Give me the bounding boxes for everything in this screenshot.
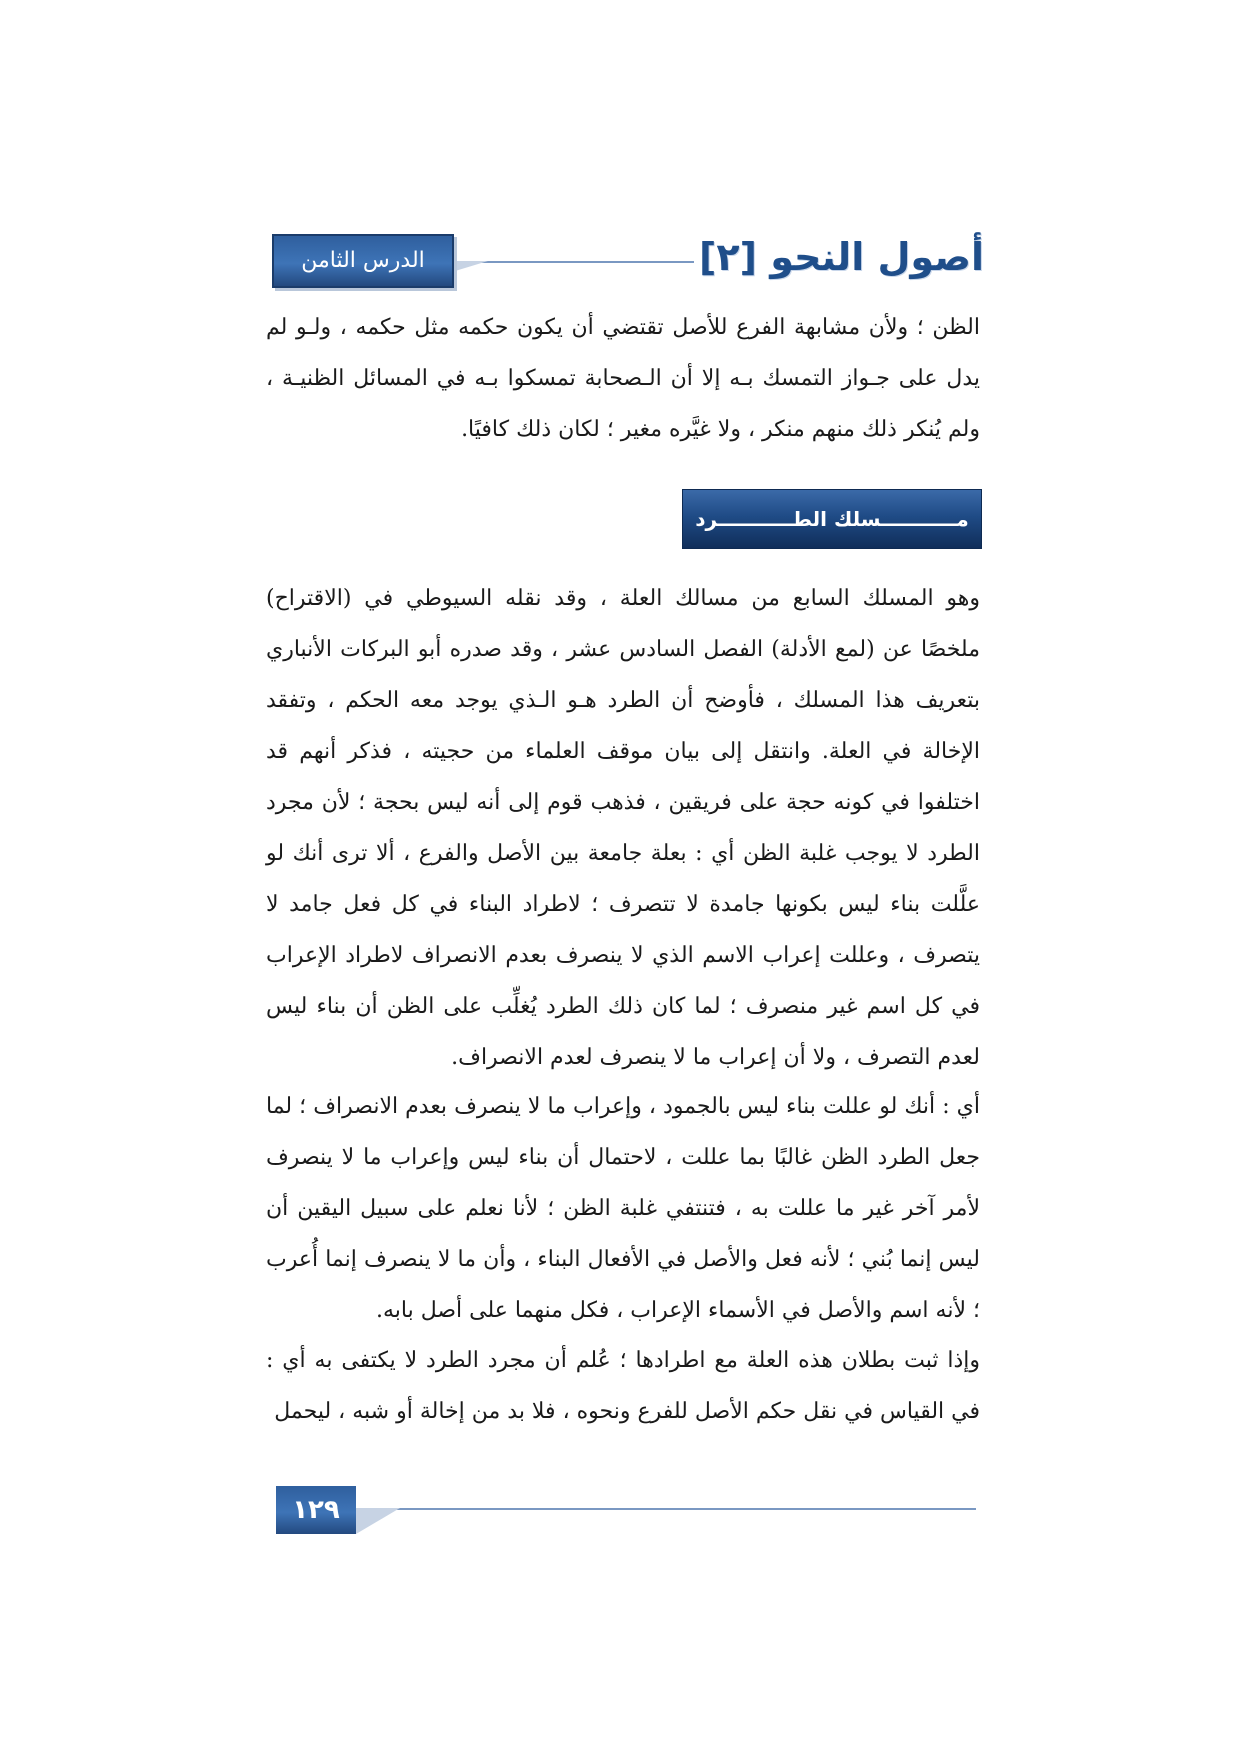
paragraph-1: الظن ؛ ولأن مشابهة الفرع للأصل تقتضي أن يكون حكمه مثل حكمه ، ولـو لم يدل على جـواز التمسك بـه إلا أن الـصحابة تمسكوا بـه في المسائل الظنيـة ، ولم يُنكر ذلك منهم منكر ، ولا غيَّره مغير ؛ لكان ذلك كافيًا. xyxy=(266,315,980,442)
paragraph-3: أي : أنك لو عللت بناء ليس بالجمود ، وإعراب ما لا ينصرف بعدم الانصراف ؛ لما جعل الطرد الظن غالبًا بما عللت ، لاحتمال أن بناء ليس وإعراب ما لا ينصرف لأمر آخر غير ما عللت به ، فتنتفي غلبة الظن ؛ لأنا نعلم على سبيل اليقين أن ليس إنما بُني ؛ لأنه فعل والأصل في الأفعال البناء ، وأن ما لا ينصرف إنما أُعرب ؛ لأنه اسم والأصل في الأسماء الإعراب ، فكل منهما على أصل بابه. xyxy=(266,1094,980,1323)
page-header xyxy=(272,228,984,292)
paragraph-4: وإذا ثبت بطلان هذه العلة مع اطرادها ؛ عُلم أن مجرد الطرد لا يكتفى به أي : في القياس في نقل حكم الأصل للفرع ونحوه ، فلا بد من إخالة أو شبه ، ليحمل xyxy=(266,1348,980,1424)
paragraph-2: وهو المسلك السابع من مسالك العلة ، وقد نقله السيوطي في (الاقتراح) ملخصًا عن (لمع الأدلة) الفصل السادس عشر ، وقد صدره أبو البركات الأنباري بتعريف هذا المسلك ، فأوضح أن الطرد هـو الـذي يوجد معه الحكم ، وتفقد الإخالة في العلة. وانتقل إلى بيان موقف العلماء من حجيته ، فذكر أنهم قد اختلفوا في كونه حجة على فريقين ، فذهب قوم إلى أنه ليس بحجة ؛ لأن مجرد الطرد لا يوجب غلبة الظن أي : بعلة جامعة بين الأصل والفرع ، ألا ترى أنك لو علَّلت بناء ليس بكونها جامدة لا تتصرف ؛ لاطراد البناء في كل فعل جامد لا يتصرف ، وعللت إعراب الاسم الذي لا ينصرف بعدم الانصراف لاطراد الإعراب في كل اسم غير منصرف ؛ لما كان ذلك الطرد يُغلِّب على الظن أن بناء ليس لعدم التصرف ، ولا أن إعراب ما لا ينصرف لعدم الانصراف. xyxy=(266,586,980,1070)
page-footer xyxy=(276,1486,976,1542)
book-title: أصول النحو [٢] xyxy=(699,235,984,279)
footer-triangle-decoration xyxy=(356,1508,400,1534)
page-number: ١٢٩ xyxy=(276,1486,356,1534)
lesson-badge: الدرس الثامن xyxy=(272,234,454,288)
section-heading: مـــــــــــسلك الطـــــــــــرد xyxy=(682,489,982,549)
footer-rule xyxy=(356,1508,976,1510)
